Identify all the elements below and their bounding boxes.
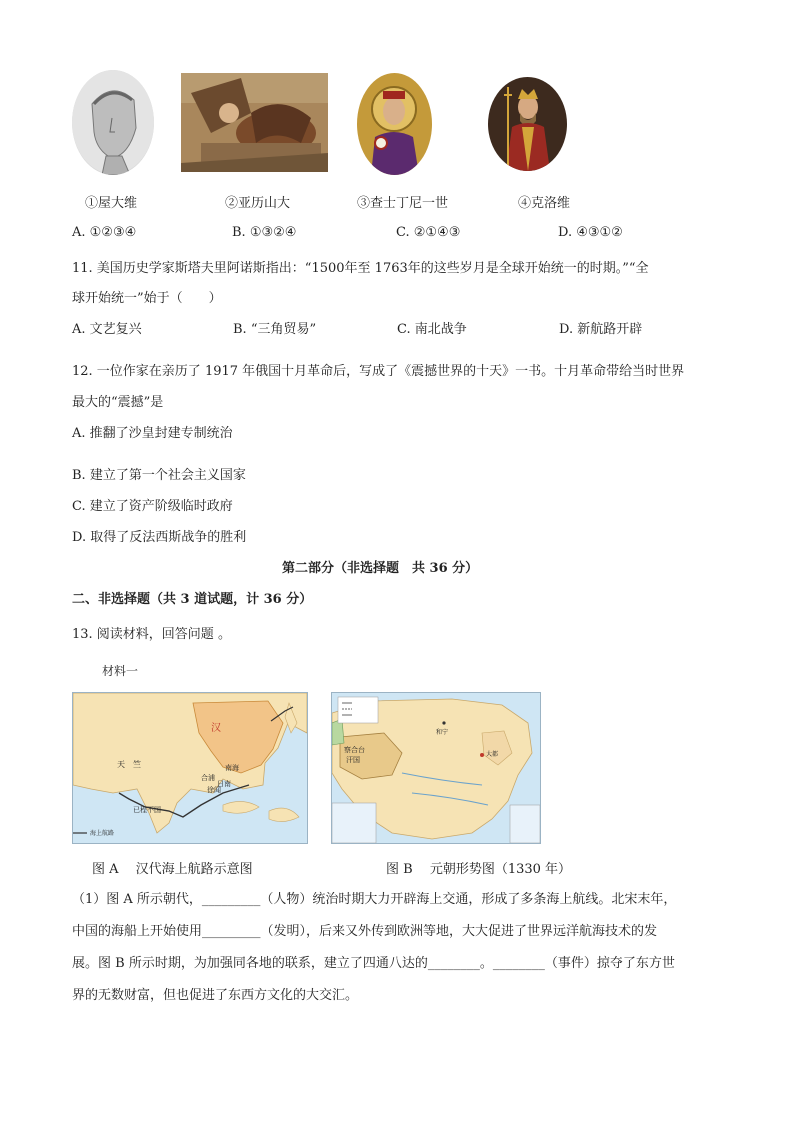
q10-option-a[interactable]: A. ①②③④ bbox=[72, 225, 137, 240]
map-a-label-rinan: 日南 bbox=[217, 780, 231, 788]
portrait-caption-1: ①屋大维 bbox=[85, 196, 138, 211]
section-title: 二、非选择题（共 3 道试题，计 36 分） bbox=[72, 592, 313, 607]
q10-option-c[interactable]: C. ②①④③ bbox=[396, 225, 461, 240]
map-b-caption: 图 B 元朝形势图（1330 年） bbox=[386, 862, 572, 877]
alexander-mosaic bbox=[181, 73, 328, 172]
q11-stem-line1: 11. 美国历史学家斯塔夫里阿诺斯指出：“1500年至 1763年的这些岁月是全球开始统一的时期。”“全 bbox=[72, 261, 649, 276]
map-b-label-khanate: 汗国 bbox=[346, 756, 360, 764]
map-a-label-nanhai: 南海 bbox=[225, 764, 239, 772]
justinian-mosaic bbox=[357, 73, 432, 175]
q12-option-b[interactable]: B. 建立了第一个社会主义国家 bbox=[72, 468, 246, 483]
map-a-label-xuwen: 徐闻 bbox=[207, 786, 221, 794]
map-a-label-hepu: 合浦 bbox=[201, 774, 215, 782]
map-a-label-india: 天 竺 bbox=[117, 760, 141, 769]
q13-sub1-line3: 展。图 B 所示时期，为加强同各地的联系，建立了四通八达的________。________（事件）掠夺了东方世 bbox=[72, 956, 675, 971]
q10-option-d[interactable]: D. ④③①② bbox=[558, 225, 623, 240]
q13-sub1-line4: 界的无数财富，但也促进了东西方文化的大交汇。 bbox=[72, 988, 359, 1003]
map-b-yuan-dynasty bbox=[331, 692, 541, 844]
q10-option-b[interactable]: B. ①③②④ bbox=[232, 225, 297, 240]
q13-sub1-line1: （1）图 A 所示朝代，_________（人物）统治时期大力开辟海上交通，形成了多条海上航线。北宋末年， bbox=[72, 892, 677, 907]
material-label: 材料一 bbox=[102, 664, 139, 678]
q11-option-b[interactable]: B. “三角贸易” bbox=[233, 322, 317, 337]
q11-option-a[interactable]: A. 文艺复兴 bbox=[72, 322, 142, 337]
q11-stem-line2: 球开始统一”始于（ ） bbox=[72, 291, 222, 306]
map-a-han-sea-routes bbox=[72, 692, 308, 844]
octavian-portrait bbox=[72, 70, 154, 175]
q12-option-c[interactable]: C. 建立了资产阶级临时政府 bbox=[72, 499, 233, 514]
map-a-label-han: 汉 bbox=[211, 723, 221, 734]
map-b-label-chagatai: 察合台 bbox=[344, 746, 365, 754]
portrait-caption-3: ③查士丁尼一世 bbox=[357, 196, 449, 211]
q11-option-d[interactable]: D. 新航路开辟 bbox=[559, 322, 643, 337]
q13-sub1-line2: 中国的海船上开始使用_________（发明），后来又外传到欧洲等地，大大促进了世界远洋航海技术的发 bbox=[72, 924, 658, 939]
q12-stem-line1: 12. 一位作家在亲历了 1917 年俄国十月革命后，写成了《震撼世界的十天》一书。十月革命带给当时世界 bbox=[72, 364, 685, 379]
map-a-legend-route: 海上航路 bbox=[90, 830, 115, 837]
map-a-caption: 图 A 汉代海上航路示意图 bbox=[92, 862, 253, 877]
portrait-caption-2: ②亚历山大 bbox=[225, 196, 291, 211]
q11-option-c[interactable]: C. 南北战争 bbox=[397, 322, 467, 337]
map-b-label-dadu: 大都 bbox=[486, 751, 499, 758]
q12-stem-line2: 最大的“震撼”是 bbox=[72, 395, 164, 410]
q13-stem: 13. 阅读材料，回答问题 。 bbox=[72, 627, 231, 642]
clovis-portrait bbox=[488, 77, 567, 171]
portrait-caption-4: ④克洛维 bbox=[518, 196, 571, 211]
map-b-label-hening: 和宁 bbox=[436, 729, 449, 736]
q12-option-a[interactable]: A. 推翻了沙皇封建专制统治 bbox=[72, 426, 233, 441]
q12-option-d[interactable]: D. 取得了反法西斯战争的胜利 bbox=[72, 530, 247, 545]
map-a-label-yichengbu: 已程不国 bbox=[133, 806, 161, 814]
part2-title: 第二部分（非选择题 共 36 分） bbox=[282, 561, 479, 576]
